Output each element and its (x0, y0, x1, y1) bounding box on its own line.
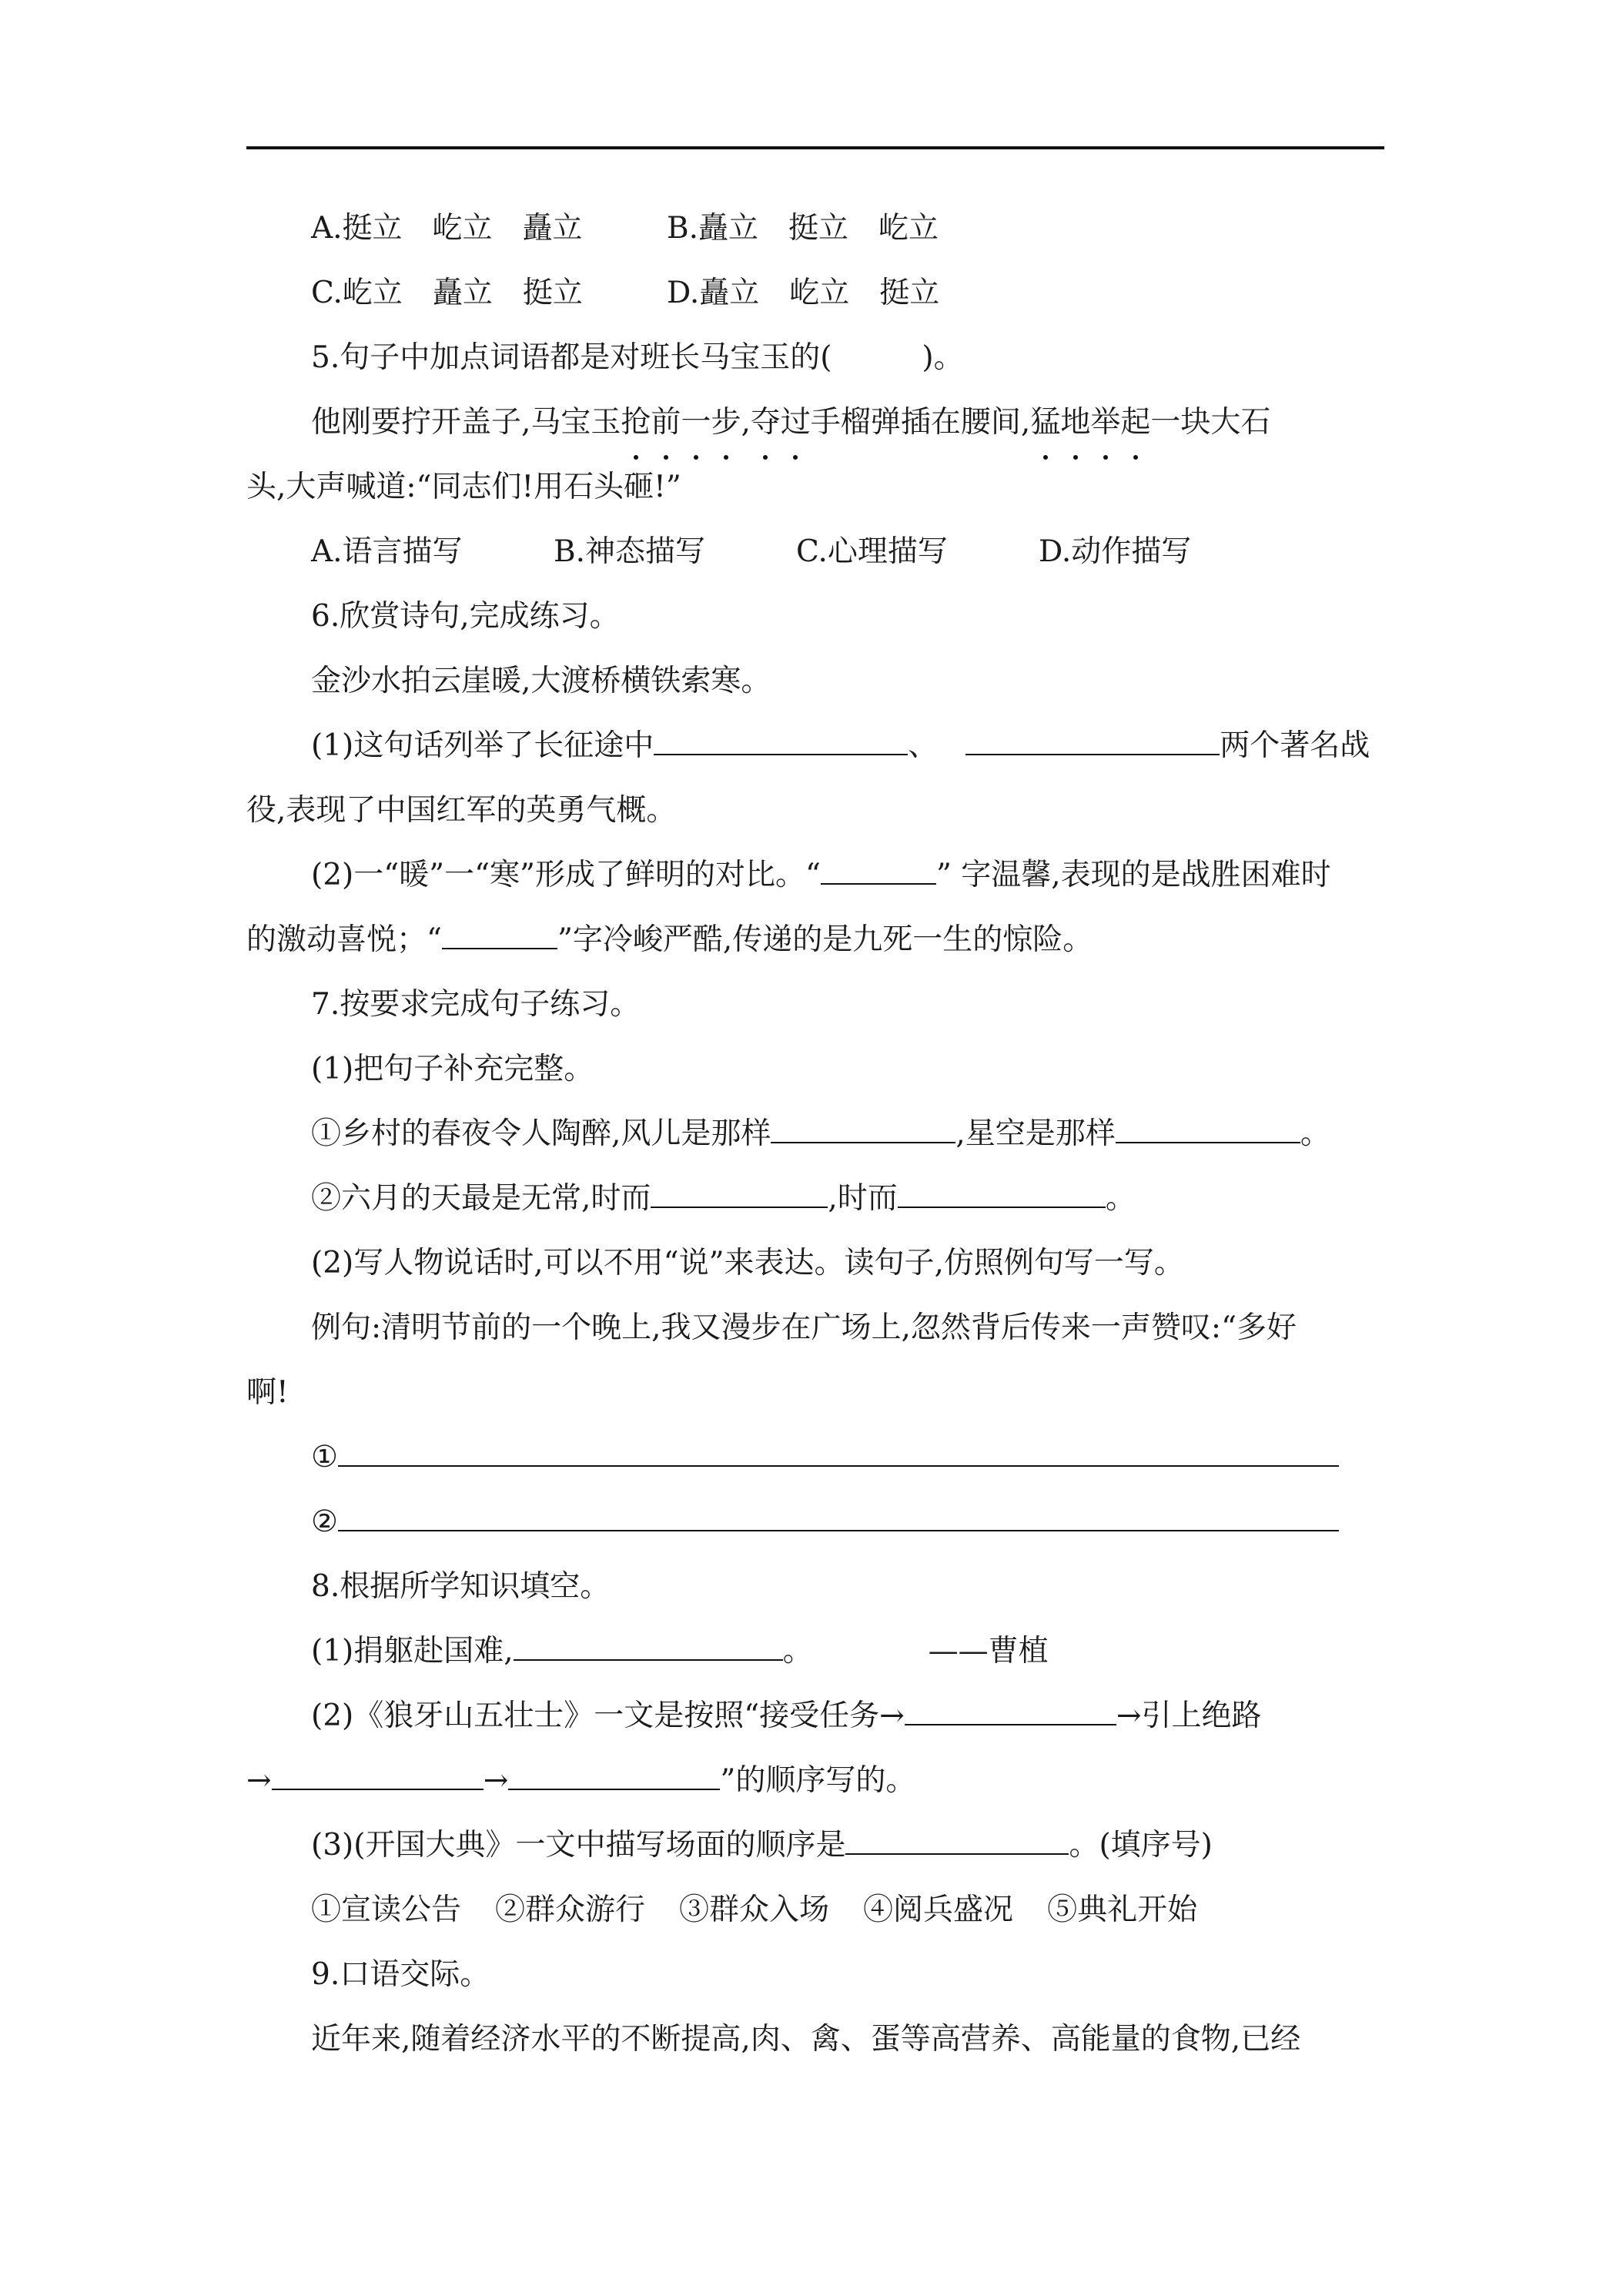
q6-sub2-line-2 (246, 908, 1384, 972)
q5-option-c: C.心理描写 (796, 534, 948, 569)
q7-item-text: 。 (1300, 1116, 1330, 1151)
answer-blank[interactable] (442, 925, 557, 949)
emphasis-char: 地 (1060, 390, 1090, 455)
q6-poem: 金沙水拍云崖暖,大渡桥横铁索寒。 (311, 664, 771, 698)
q5-passage-part: 他刚要拧开盖子,马宝玉 (311, 405, 621, 440)
q8-option: ④阅兵盛况 (863, 1893, 1014, 1927)
q7-example-line-1: 例句:清明节前的一个晚上,我又漫步在广场上,忽然背后传来一声赞叹:“多好 (311, 1310, 1297, 1345)
q8-sub3-text: (3)(开国大典》一文中描写场面的顺序是 (311, 1828, 846, 1863)
q8-sub3-options (246, 1878, 1384, 1943)
q6-sub2-text: ”字冷峻严酷,传递的是九死一生的惊险。 (557, 922, 1093, 957)
q8-option: ①宣读公告 (311, 1893, 462, 1927)
q9-passage-line-1: 近年来,随着经济水平的不断提高,肉、禽、蛋等高营养、高能量的食物,已经 (311, 2022, 1301, 2057)
q7-item-text: ,时而 (828, 1181, 898, 1216)
answer-blank[interactable] (898, 1183, 1106, 1208)
q8-sub1-author: ——曹植 (928, 1634, 1049, 1668)
answer-line[interactable] (338, 1507, 1339, 1531)
q6-sub1-text: (1)这句话列举了长征途中 (311, 728, 654, 763)
q8-sub1-text: 。 (782, 1634, 813, 1668)
q7-stem: 7.按要求完成句子练习。 (311, 987, 641, 1022)
answer-blank[interactable] (1116, 1119, 1300, 1143)
answer-blank[interactable] (905, 1701, 1116, 1725)
q8-option: ③群众入场 (679, 1893, 830, 1927)
q9-stem: 9.口语交际。 (311, 1957, 490, 1992)
answer-blank[interactable] (508, 1766, 720, 1790)
q5-options (246, 520, 1384, 584)
q6-sub1-line-1 (246, 714, 1384, 778)
q6-sub2-text: ” 字温馨,表现的是战胜困难时 (935, 858, 1331, 892)
q4-option-c: C.屹立 矗立 挺立 (311, 276, 583, 310)
q8-sub3 (246, 1813, 1384, 1878)
emphasis-char: 前 (651, 390, 681, 455)
q5-option-b: B.神态描写 (554, 534, 706, 569)
q6-sub2-text: (2)一“暖”一“寒”形成了鲜明的对比。“ (311, 858, 821, 892)
emphasis-char: 举 (1090, 390, 1120, 455)
q8-sub1 (246, 1619, 1384, 1684)
q7-sub1: (1)把句子补充完整。 (311, 1052, 594, 1086)
q5-passage-line-1 (246, 390, 1384, 455)
q8-sub2-text: ”的顺序写的。 (720, 1763, 916, 1798)
q7-answer-marker: ② (311, 1504, 338, 1539)
emphasis-char: 夺 (751, 390, 781, 455)
emphasis-char: 猛 (1030, 390, 1060, 455)
q4-option-b: B.矗立 挺立 屹立 (667, 211, 939, 246)
q5-passage-part: 手榴弹插在腰间, (810, 405, 1031, 440)
q6-sub1-separator: 、 (908, 728, 939, 763)
q4-options-row-2 (246, 261, 1384, 326)
q5-option-a: A.语言描写 (311, 534, 463, 569)
q5-passage-part: 一块大石 (1150, 405, 1271, 440)
q6-sub1-text: 两个著名战 (1220, 728, 1370, 763)
answer-blank[interactable] (272, 1766, 484, 1790)
q8-sub2-text: (2)《狼牙山五壮士》一文是按照“接受任务→ (311, 1699, 905, 1733)
q4-option-a: A.挺立 屹立 矗立 (311, 211, 583, 246)
q7-item-text: ①乡村的春夜令人陶醉,风儿是那样 (311, 1116, 771, 1151)
answer-blank[interactable] (821, 860, 936, 885)
answer-line[interactable] (338, 1442, 1339, 1467)
q7-sub1-item2 (246, 1166, 1384, 1231)
q7-example-line-2: 啊! (246, 1375, 289, 1410)
q8-sub3-text: 。(填序号) (1069, 1828, 1213, 1863)
emphasis-char: 起 (1120, 390, 1150, 455)
q8-sub2-text: → (483, 1763, 509, 1798)
q8-sub2-text: → (246, 1763, 272, 1798)
answer-blank[interactable] (771, 1119, 955, 1143)
emphasis-char: 抢 (621, 390, 651, 455)
q5-option-d: D.动作描写 (1039, 534, 1192, 569)
q6-sub1-line-2: 役,表现了中国红军的英勇气概。 (246, 793, 677, 828)
q7-sub2: (2)写人物说话时,可以不用“说”来表达。读句子,仿照例句写一写。 (311, 1246, 1184, 1280)
q7-item-text: ②六月的天最是无常,时而 (311, 1181, 651, 1216)
q7-answer-marker: ① (311, 1440, 338, 1474)
q8-option: ②群众游行 (495, 1893, 646, 1927)
q7-item-text: 。 (1105, 1181, 1136, 1216)
emphasis-char: 过 (781, 390, 811, 455)
q4-option-d: D.矗立 屹立 挺立 (667, 276, 940, 310)
q8-stem: 8.根据所学知识填空。 (311, 1569, 611, 1604)
q6-stem: 6.欣赏诗句,完成练习。 (311, 599, 620, 634)
answer-blank[interactable] (654, 731, 908, 755)
q8-sub2-line-2 (246, 1749, 1384, 1813)
q7-sub1-item1 (246, 1102, 1384, 1166)
q8-sub2-line-1 (246, 1684, 1384, 1749)
answer-blank[interactable] (845, 1830, 1069, 1855)
q8-option: ⑤典礼开始 (1047, 1893, 1198, 1927)
answer-blank[interactable] (514, 1636, 783, 1661)
answer-blank[interactable] (965, 731, 1220, 755)
q6-sub2-line-1 (246, 843, 1384, 908)
q8-sub2-text: →引上绝路 (1116, 1699, 1262, 1733)
q7-answer-line-2 (246, 1490, 1384, 1555)
emphasis-char: 一 (681, 390, 711, 455)
answer-blank[interactable] (651, 1183, 828, 1208)
q5-stem: 5.句子中加点词语都是对班长马宝玉的( )。 (311, 340, 964, 375)
header-rule (246, 146, 1384, 149)
q6-sub2-text: 的激动喜悦；“ (246, 922, 442, 957)
worksheet (246, 196, 1384, 2072)
q7-answer-line-1 (246, 1425, 1384, 1490)
emphasis-char: 步 (711, 390, 741, 455)
q8-sub1-text: (1)捐躯赴国难, (311, 1634, 514, 1668)
q5-passage-line-2: 头,大声喊道:“同志们!用石头砸!” (246, 470, 681, 504)
q7-item-text: ,星空是那样 (955, 1116, 1116, 1151)
q5-passage-part: , (741, 405, 751, 440)
q4-options-row-1 (246, 196, 1384, 261)
